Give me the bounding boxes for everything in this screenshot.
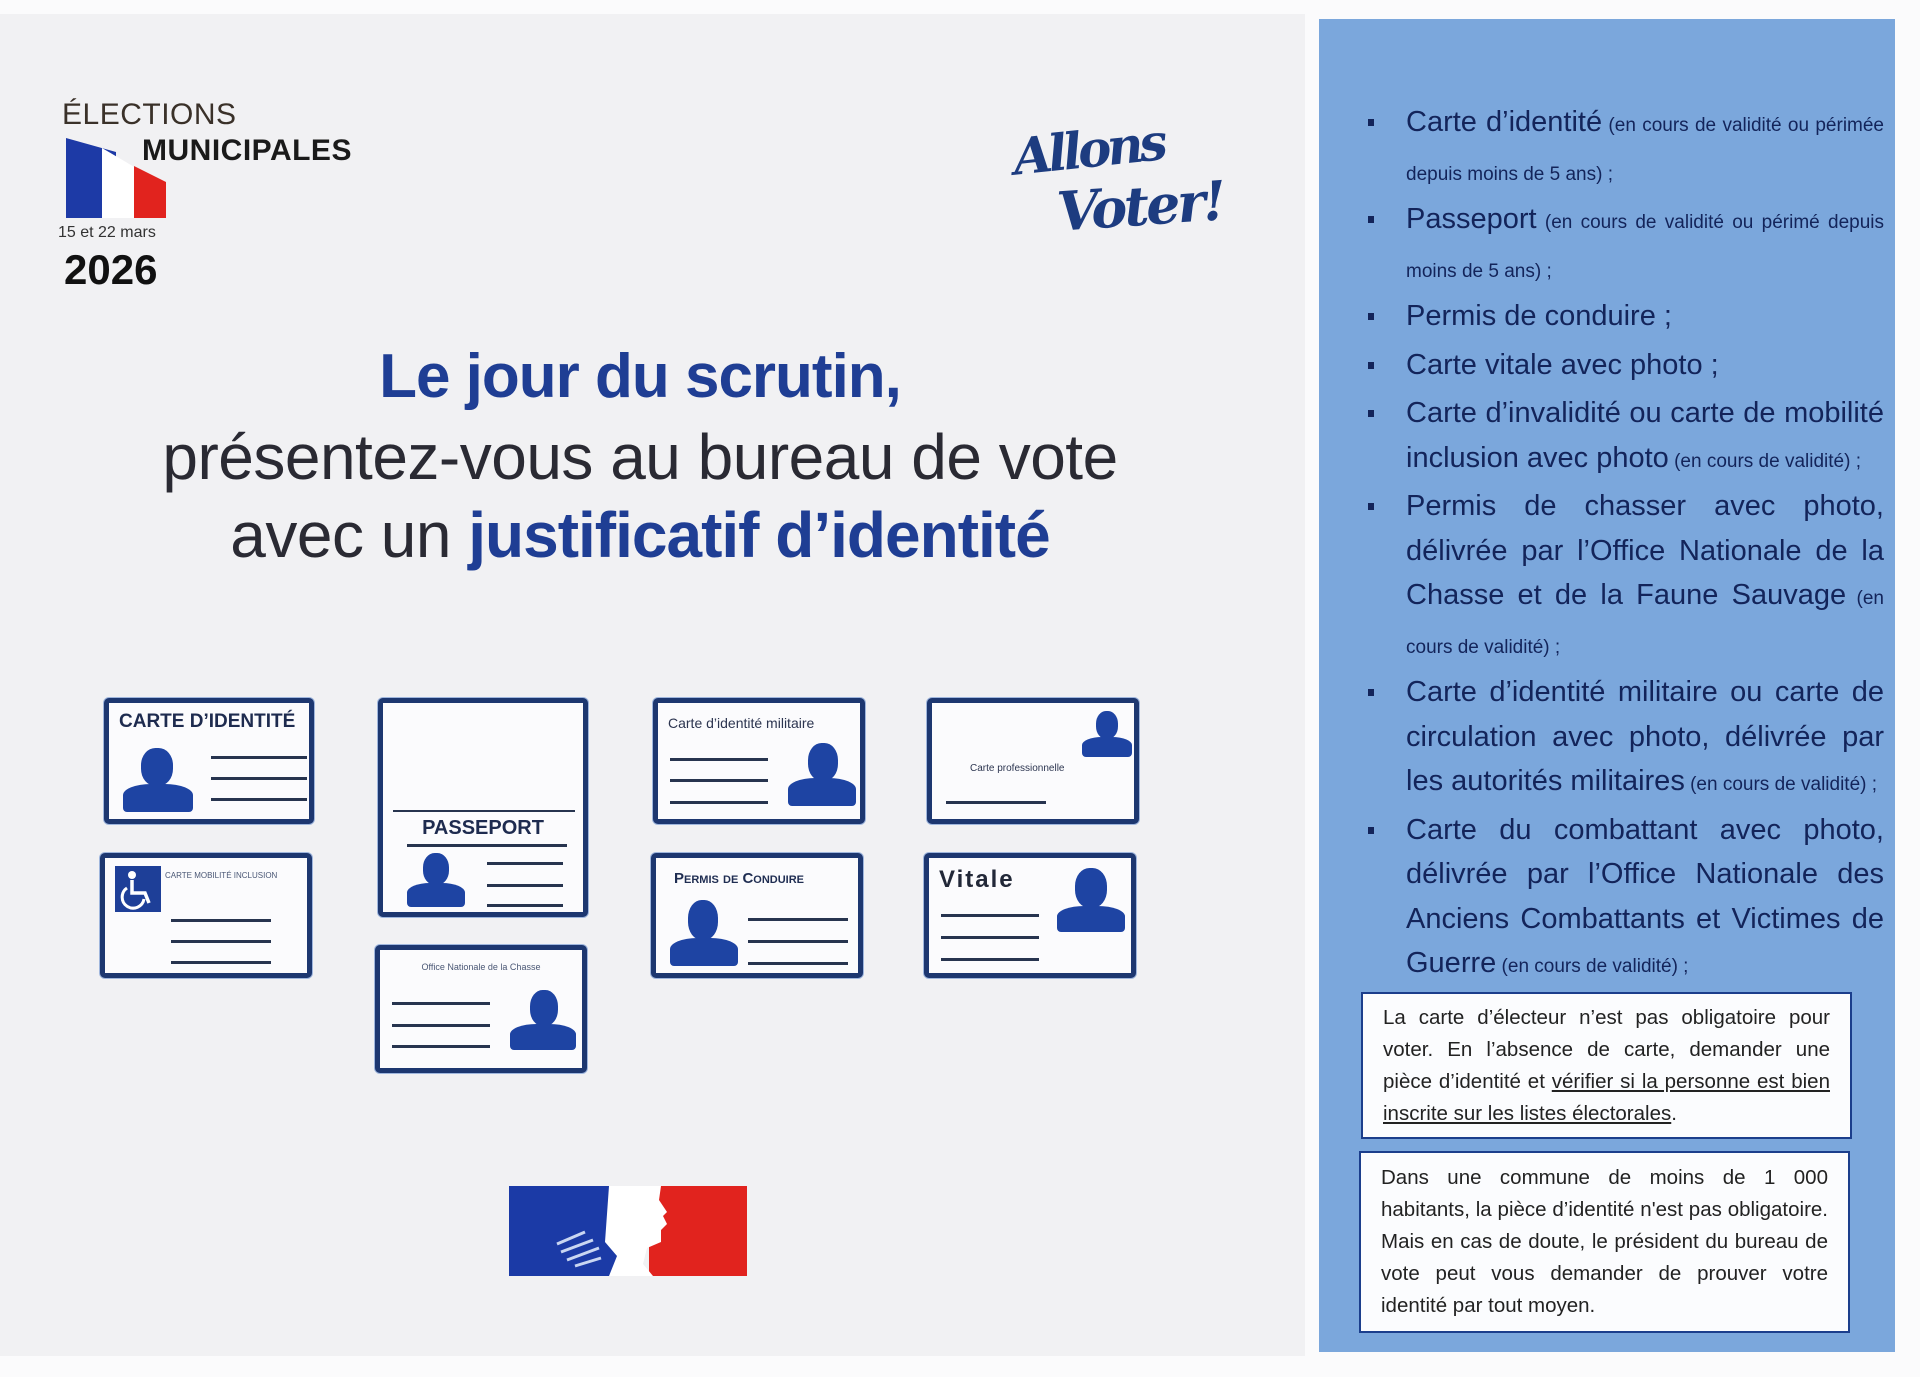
list-item: Carte d’identité militaire ou carte de circulation avec photo, délivrée par les autorités militaires (en cours de validité) ; xyxy=(1364,670,1884,808)
bullet-icon xyxy=(1368,827,1374,834)
headline-line1: Le jour du scrutin, xyxy=(379,342,901,411)
accepted-id-list xyxy=(1364,100,1884,990)
bullet-icon xyxy=(1368,362,1374,369)
card-label: Office Nationale de la Chasse xyxy=(421,962,541,972)
list-item: Permis de conduire ; xyxy=(1364,294,1884,343)
person-icon xyxy=(405,853,469,909)
list-item: Carte d’identité (en cours de validité ou périmée depuis moins de 5 ans) ; xyxy=(1364,100,1884,197)
person-icon xyxy=(668,900,740,968)
bullet-icon xyxy=(1368,119,1374,126)
card-permis-chasser xyxy=(375,945,587,1073)
small-commune-note: Dans une commune de moins de 1 000 habitants, la pièce d’identité n'est pas obligatoire. Mais en cas de doute, le président du bureau de vote peut vous demander de prouver votre identité par tout moyen. xyxy=(1359,1151,1850,1333)
person-icon xyxy=(121,748,197,814)
list-item: Carte du combattant avec photo, délivrée par l’Office Nationale des Anciens Combattants et Victimes de Guerre (en cours de validité) ; xyxy=(1364,808,1884,990)
slogan-line2: Voter! xyxy=(1054,168,1226,244)
card-passeport xyxy=(378,698,588,917)
card-identite-militaire xyxy=(653,698,865,824)
election-year: 2026 xyxy=(64,246,158,293)
person-icon xyxy=(786,743,858,807)
bullet-icon xyxy=(1368,313,1374,320)
headline-line2: présentez-vous au bureau de vote xyxy=(162,421,1118,493)
list-item: Passeport (en cours de validité ou périmé depuis moins de 5 ans) ; xyxy=(1364,197,1884,294)
list-item: Carte vitale avec photo ; xyxy=(1364,343,1884,392)
bullet-icon xyxy=(1368,503,1374,510)
person-icon xyxy=(508,990,578,1052)
card-carte-identite xyxy=(104,698,314,824)
slogan-line1: Allons xyxy=(1010,112,1167,187)
card-label: CARTE D’IDENTITÉ xyxy=(119,711,296,732)
logo-title-municipales: MUNICIPALES xyxy=(142,134,352,167)
logo-title-elections: ÉLECTIONS xyxy=(62,98,237,131)
marianne-republique-logo xyxy=(509,1186,749,1278)
wheelchair-icon xyxy=(115,866,161,912)
election-dates: 15 et 22 mars xyxy=(58,224,156,241)
elector-card-note: La carte d’électeur n’est pas obligatoire pour voter. En l’absence de carte, demander une pièce d’identité et vérifier si la personne est bien inscrite sur les listes électorales. xyxy=(1361,992,1852,1139)
card-label: PASSEPORT xyxy=(422,817,544,839)
card-label: Carte d’identité militaire xyxy=(668,715,815,731)
bullet-icon xyxy=(1368,216,1374,223)
card-label: Permis de Conduire xyxy=(674,870,805,887)
card-carte-professionnelle xyxy=(927,698,1139,824)
list-item: Carte d’invalidité ou carte de mobilité inclusion avec photo (en cours de validité) ; xyxy=(1364,391,1884,484)
card-permis-conduire xyxy=(651,853,863,978)
card-label: CARTE MOBILITÉ INCLUSION xyxy=(165,871,278,880)
verify-registration-text: vérifier si la personne est bien inscrite sur les listes électorales xyxy=(1383,1070,1830,1125)
allons-voter-slogan xyxy=(1005,112,1226,267)
bullet-icon xyxy=(1368,689,1374,696)
headline xyxy=(60,336,1220,574)
card-mobilite-inclusion xyxy=(100,853,312,978)
card-label: Vitale xyxy=(939,866,1015,893)
card-vitale xyxy=(924,853,1136,978)
marianne-profile-icon xyxy=(549,1186,679,1276)
person-icon xyxy=(1055,868,1127,934)
card-label: Carte professionnelle xyxy=(970,763,1065,774)
bullet-icon xyxy=(1368,410,1374,417)
person-icon xyxy=(1080,711,1134,759)
headline-line3-regular: avec un xyxy=(230,499,469,571)
elections-municipales-logo xyxy=(58,98,402,298)
headline-line3-bold: justificatif d’identité xyxy=(468,499,1050,571)
headline-line3 xyxy=(60,496,1220,574)
list-item: Permis de chasser avec photo, délivrée par l’Office Nationale de la Chasse et de la Faune Sauvage (en cours de validité) ; xyxy=(1364,484,1884,670)
